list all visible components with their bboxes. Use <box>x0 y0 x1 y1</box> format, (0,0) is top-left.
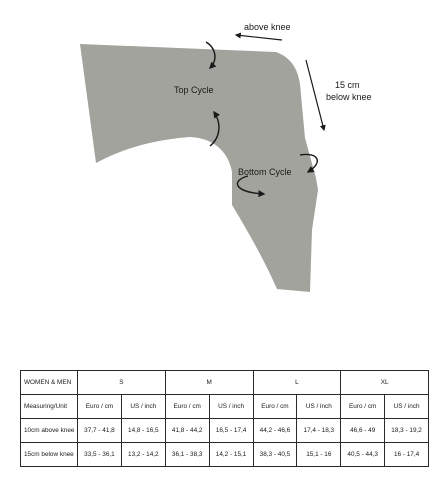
table-row <box>21 443 429 467</box>
row-label-below-knee: 15cm below knee <box>21 443 78 467</box>
size-header-row <box>21 371 429 395</box>
table-cell: 36,1 - 38,3 <box>165 443 209 467</box>
below-knee-label: below knee <box>326 92 372 102</box>
bottom-cycle-label: Bottom Cycle <box>238 167 292 177</box>
unit-us-m: US / inch <box>209 395 253 419</box>
size-chart-table <box>20 370 429 467</box>
unit-euro-m: Euro / cm <box>165 395 209 419</box>
corner-label: WOMEN & MEN <box>21 371 78 395</box>
table-cell: 17,4 - 18,3 <box>297 419 341 443</box>
table-cell: 16,5 - 17,4 <box>209 419 253 443</box>
table-cell: 37,7 - 41,8 <box>78 419 122 443</box>
unit-euro-xl: Euro / cm <box>341 395 385 419</box>
size-xl-header: XL <box>341 371 429 395</box>
size-m-header: M <box>165 371 253 395</box>
table-cell: 14,2 - 15,1 <box>209 443 253 467</box>
row-label-above-knee: 10cm above knee <box>21 419 78 443</box>
table-cell: 14,8 - 16,5 <box>121 419 165 443</box>
table-cell: 38,3 - 40,5 <box>253 443 297 467</box>
table-cell: 33,5 - 36,1 <box>78 443 122 467</box>
unit-row <box>21 395 429 419</box>
below-knee-arrow <box>306 60 324 130</box>
below-knee-cm-label: 15 cm <box>335 80 360 90</box>
table-cell: 13,2 - 14,2 <box>121 443 165 467</box>
table-cell: 40,5 - 44,3 <box>341 443 385 467</box>
top-cycle-label: Top Cycle <box>174 85 214 95</box>
unit-euro-l: Euro / cm <box>253 395 297 419</box>
size-s-header: S <box>78 371 166 395</box>
table-cell: 41,8 - 44,2 <box>165 419 209 443</box>
table-cell: 44,2 - 46,6 <box>253 419 297 443</box>
unit-us-xl: US / inch <box>385 395 429 419</box>
above-knee-label: above knee <box>244 22 291 32</box>
table-row <box>21 419 429 443</box>
table-cell: 16 - 17,4 <box>385 443 429 467</box>
unit-us-l: US / inch <box>297 395 341 419</box>
size-l-header: L <box>253 371 341 395</box>
table-cell: 18,3 - 19,2 <box>385 419 429 443</box>
table-cell: 15,1 - 16 <box>297 443 341 467</box>
above-knee-arrow <box>236 35 282 40</box>
unit-us-s: US / inch <box>121 395 165 419</box>
unit-row-label: Measuring/Unit <box>21 395 78 419</box>
table-cell: 46,6 - 49 <box>341 419 385 443</box>
unit-euro-s: Euro / cm <box>78 395 122 419</box>
